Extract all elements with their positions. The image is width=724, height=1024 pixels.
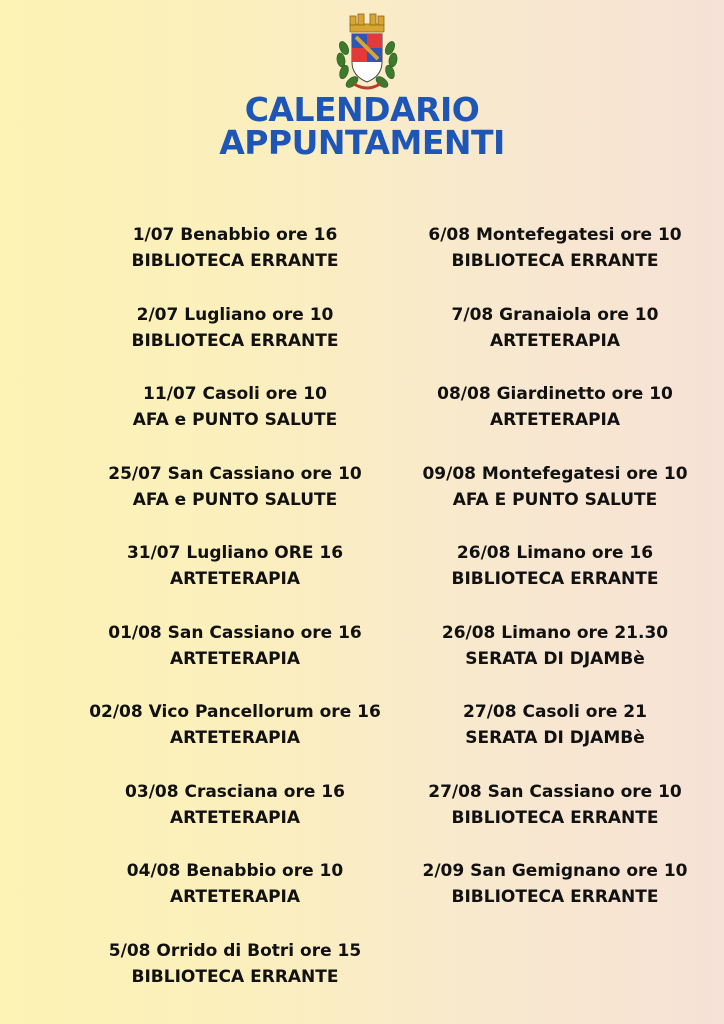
event-activity: ARTETERAPIA	[169, 728, 301, 748]
event-date-place-time: 09/08 Montefegatesi ore 10	[422, 463, 688, 484]
event-activity: ARTETERAPIA	[169, 648, 301, 669]
event-entry	[70, 381, 400, 461]
event-entry	[390, 540, 720, 620]
event-activity: AFA e PUNTO SALUTE	[132, 410, 338, 430]
event-date-place-time: 6/08 Montefegatesi ore 10	[428, 225, 682, 245]
event-activity: SERATA DI DJAMBè	[465, 728, 645, 748]
event-activity: BIBLIOTECA ERRANTE	[131, 330, 339, 351]
event-date-place-time: 11/07 Casoli ore 10	[143, 384, 327, 404]
event-activity: BIBLIOTECA ERRANTE	[451, 887, 659, 907]
event-date-place-time: 2/09 San Gemignano ore 10	[422, 861, 688, 881]
event-date-place-time: 27/08 Casoli ore 21	[463, 702, 647, 722]
event-activity: ARTETERAPIA	[169, 807, 301, 828]
event-activity: BIBLIOTECA ERRANTE	[131, 966, 339, 987]
event-date-place-time: 27/08 San Cassiano ore 10	[428, 781, 682, 802]
event-activity: ARTETERAPIA	[169, 887, 301, 907]
event-date-place-time: 01/08 San Cassiano ore 16	[108, 622, 362, 643]
event-entry	[390, 461, 720, 541]
event-entry	[70, 461, 400, 541]
event-entry	[70, 858, 400, 938]
event-entry	[70, 222, 400, 302]
event-activity: SERATA DI DJAMBè	[465, 648, 645, 669]
event-entry	[70, 620, 400, 700]
right-schedule-column	[390, 222, 720, 938]
event-entry	[390, 858, 720, 938]
event-entry	[390, 620, 720, 700]
event-entry	[390, 222, 720, 302]
event-entry	[70, 779, 400, 859]
event-activity: ARTETERAPIA	[489, 410, 621, 430]
event-activity: BIBLIOTECA ERRANTE	[451, 251, 659, 271]
event-date-place-time: 26/08 Limano ore 16	[456, 543, 654, 563]
event-activity: ARTETERAPIA	[489, 330, 621, 351]
event-entry	[390, 381, 720, 461]
event-date-place-time: 2/07 Lugliano ore 10	[136, 304, 334, 325]
event-date-place-time: 08/08 Giardinetto ore 10	[437, 384, 673, 404]
event-date-place-time: 31/07 Lugliano ORE 16	[126, 543, 344, 563]
page-title-line-1: CALENDARIO	[244, 90, 480, 129]
event-entry	[390, 779, 720, 859]
event-activity: BIBLIOTECA ERRANTE	[451, 807, 659, 828]
event-activity: AFA e PUNTO SALUTE	[132, 489, 338, 510]
event-activity: BIBLIOTECA ERRANTE	[131, 251, 339, 271]
event-date-place-time: 02/08 Vico Pancellorum ore 16	[89, 702, 381, 722]
event-date-place-time: 26/08 Limano ore 21.30	[441, 622, 669, 643]
event-date-place-time: 04/08 Benabbio ore 10	[126, 861, 344, 881]
event-entry	[390, 699, 720, 779]
event-entry	[390, 302, 720, 382]
event-entry	[70, 938, 400, 1018]
event-date-place-time: 03/08 Crasciana ore 16	[125, 781, 345, 802]
event-date-place-time: 25/07 San Cassiano ore 10	[108, 463, 362, 484]
event-date-place-time: 1/07 Benabbio ore 16	[132, 225, 338, 245]
event-activity: AFA E PUNTO SALUTE	[452, 489, 658, 510]
event-entry	[70, 302, 400, 382]
event-activity: BIBLIOTECA ERRANTE	[451, 569, 659, 589]
left-schedule-column	[70, 222, 400, 1017]
event-entry	[70, 540, 400, 620]
event-date-place-time: 5/08 Orrido di Botri ore 15	[108, 940, 362, 961]
page-title-line-2: APPUNTAMENTI	[219, 123, 505, 162]
event-date-place-time: 7/08 Granaiola ore 10	[451, 304, 659, 325]
event-activity: ARTETERAPIA	[169, 569, 301, 589]
coat-of-arms-icon	[332, 10, 402, 94]
event-entry	[70, 699, 400, 779]
